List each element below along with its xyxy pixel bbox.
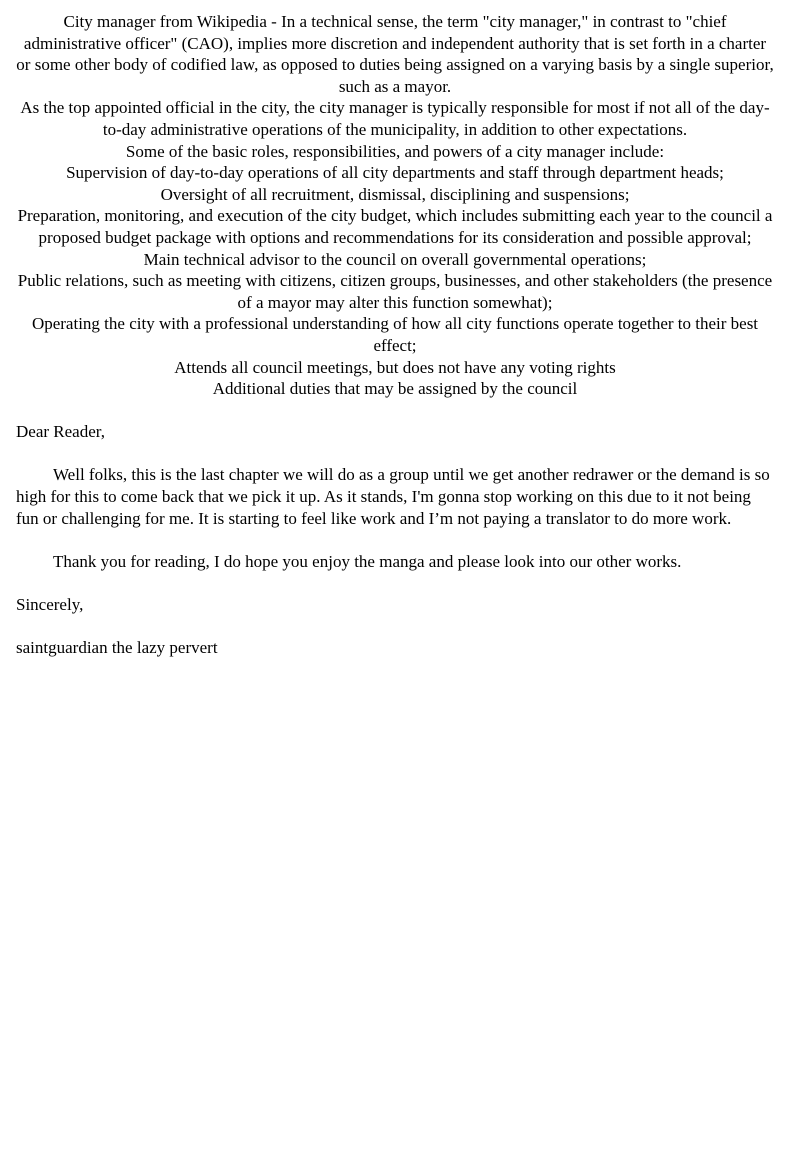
duty-item: Attends all council meetings, but does not have any voting rights [174,357,616,377]
duty-item: Oversight of all recruitment, dismissal, disciplining and suspensions; [160,184,630,204]
wiki-role: As the top appointed official in the city, the city manager is typically responsible for most if not all of the day-to-day administrative operations of the municipality, in addition to other expectations. [20,98,770,139]
duty-item: Main technical advisor to the council on overall governmental operations; [143,249,647,269]
letter-salutation: Dear Reader, [16,422,105,442]
letter [16,421,774,659]
duty-item: Operating the city with a professional understanding of how all city functions operate together to their best effect; [31,314,759,355]
wiki-excerpt [16,11,774,400]
duty-item: Supervision of day-to-day operations of all city departments and staff through department heads; [66,163,724,183]
wiki-list-heading: Some of the basic roles, responsibilities, and powers of a city manager include: [125,141,665,161]
document-page [16,11,774,659]
duty-item: Preparation, monitoring, and execution of the city budget, which includes submitting each year to the council a proposed budget package with options and recommendations for its consideration and possible approval; [17,206,773,247]
duty-item: Public relations, such as meeting with citizens, citizen groups, businesses, and other stakeholders (the presence of a mayor may alter this function somewhat); [17,271,773,312]
letter-closing: Sincerely, [16,595,84,615]
letter-paragraph: Thank you for reading, I do hope you enjoy the manga and please look into our other works. [53,551,682,571]
letter-paragraph: Well folks, this is the last chapter we will do as a group until we get another redrawer or the demand is so high for this to come back that we pick it up. As it stands, I'm gonna stop working on this due to it not being fun or challenging for me. It is starting to feel like work and I’m not paying a translator to do more work. [16,465,770,528]
letter-signature: saintguardian the lazy pervert [16,638,218,658]
wiki-intro: City manager from Wikipedia - In a technical sense, the term "city manager," in contrast to "chief administrative officer" (CAO), implies more discretion and independent authority that is set forth in a charter or some other body of codified law, as opposed to duties being assigned on a varying basis by a single superior, such as a mayor. [16,12,774,96]
duty-item: Additional duties that may be assigned by the council [212,379,578,399]
